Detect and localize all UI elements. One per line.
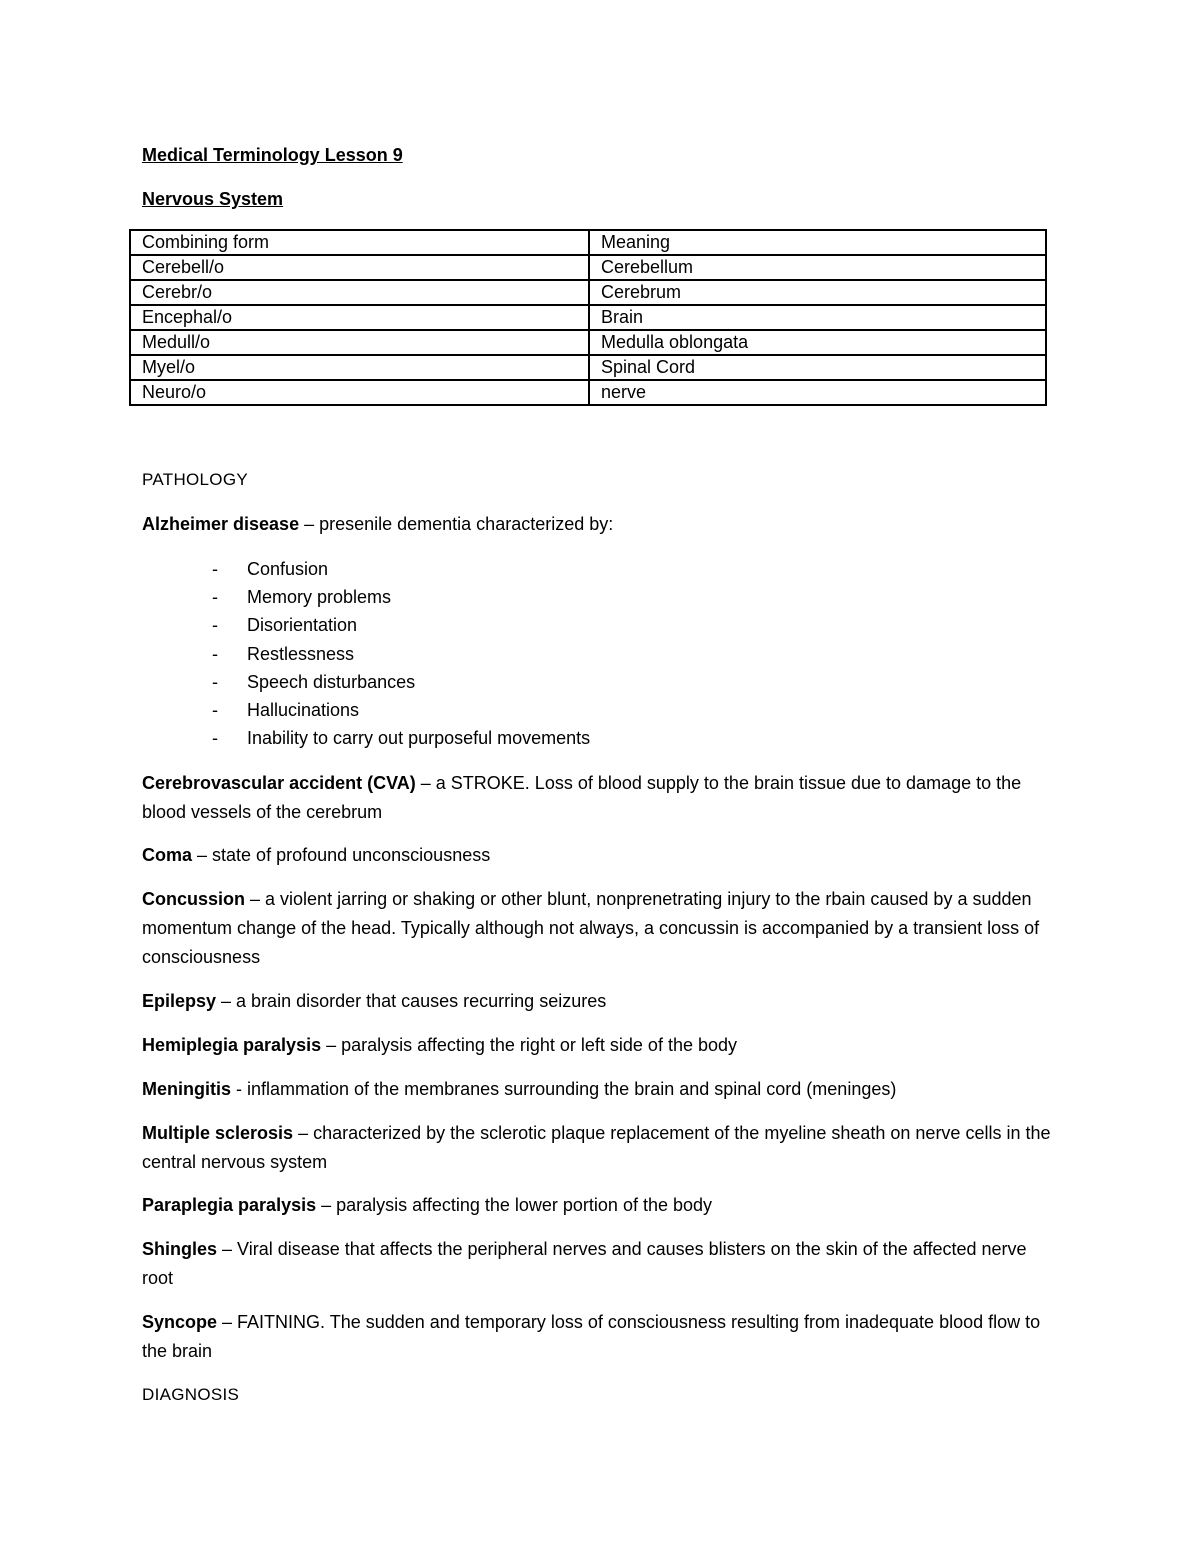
table-cell: Cerebrum bbox=[589, 280, 1046, 305]
entry-term: Epilepsy bbox=[142, 991, 217, 1011]
bullet-dash: - bbox=[212, 559, 218, 579]
table-row bbox=[130, 255, 1046, 280]
entry-definition: – Viral disease that affects the peripheral nerves and causes blisters on the skin of the affected nerve root bbox=[142, 1239, 1027, 1288]
symptom-list bbox=[210, 555, 590, 752]
diagnosis-heading: DIAGNOSIS bbox=[142, 1385, 240, 1404]
entry-term: Syncope bbox=[142, 1312, 218, 1332]
list-item: - Inability to carry out purposeful movements bbox=[210, 724, 590, 752]
table-header-row bbox=[130, 230, 1046, 255]
list-item: - Confusion bbox=[210, 555, 590, 583]
entry-term: Coma bbox=[142, 845, 193, 865]
table-row bbox=[130, 305, 1046, 330]
entry-term: Hemiplegia paralysis bbox=[142, 1035, 322, 1055]
entry-term: Paraplegia paralysis bbox=[142, 1195, 317, 1215]
table-header-cell: Meaning bbox=[589, 230, 1046, 255]
entry-definition: – a STROKE. Loss of blood supply to the brain tissue due to damage to the blood vessels of the cerebrum bbox=[142, 773, 1022, 822]
meningitis-entry bbox=[142, 1075, 1052, 1104]
entry-term: Multiple sclerosis bbox=[142, 1123, 294, 1143]
bullet-dash: - bbox=[212, 728, 218, 749]
list-item: - Disorientation bbox=[210, 611, 590, 639]
list-item: - Speech disturbances bbox=[210, 668, 590, 696]
table-row bbox=[130, 280, 1046, 305]
table-cell: Encephal/o bbox=[130, 305, 589, 330]
hemiplegia-entry bbox=[142, 1031, 1052, 1060]
table-row bbox=[130, 330, 1046, 355]
bullet-dash: - bbox=[212, 643, 218, 664]
entry-term: Meningitis bbox=[142, 1079, 231, 1099]
entry-term: Cerebrovascular accident (CVA) bbox=[142, 773, 416, 793]
pathology-heading: PATHOLOGY bbox=[142, 470, 248, 489]
entry-definition: – paralysis affecting the lower portion of the body bbox=[316, 1195, 713, 1215]
paraplegia-entry bbox=[142, 1191, 1052, 1220]
table-cell: Medulla oblongata bbox=[589, 330, 1046, 355]
syncope-entry bbox=[142, 1308, 1052, 1366]
document-subtitle: Nervous System bbox=[142, 189, 284, 209]
table-cell: Cerebr/o bbox=[130, 280, 589, 305]
alzheimer-entry bbox=[142, 510, 1052, 539]
bullet-dash: - bbox=[212, 615, 218, 636]
entry-term: Concussion bbox=[142, 889, 246, 909]
bullet-dash: - bbox=[212, 699, 218, 720]
entry-definition: – presenile dementia characterized by: bbox=[299, 514, 614, 534]
entry-definition: – a brain disorder that causes recurring seizures bbox=[216, 991, 607, 1011]
table-row bbox=[130, 380, 1046, 405]
table-row bbox=[130, 355, 1046, 380]
table-cell: nerve bbox=[589, 380, 1046, 405]
table-cell: Spinal Cord bbox=[589, 355, 1046, 380]
table-cell: Cerebell/o bbox=[130, 255, 589, 280]
epilepsy-entry bbox=[142, 987, 1052, 1016]
entry-definition: – characterized by the sclerotic plaque replacement of the myeline sheath on nerve cells in the central nervous system bbox=[142, 1123, 1051, 1172]
bullet-dash: - bbox=[212, 671, 218, 692]
table-cell: Medull/o bbox=[130, 330, 589, 355]
concussion-entry bbox=[142, 885, 1052, 972]
entry-term: Shingles bbox=[142, 1239, 218, 1259]
list-item: - Restlessness bbox=[210, 640, 590, 668]
table-cell: Brain bbox=[589, 305, 1046, 330]
table-cell: Cerebellum bbox=[589, 255, 1046, 280]
table-header-cell: Combining form bbox=[130, 230, 589, 255]
entry-term: Alzheimer disease bbox=[142, 514, 300, 534]
shingles-entry bbox=[142, 1235, 1052, 1293]
entry-definition: – state of profound unconsciousness bbox=[192, 845, 491, 865]
document-title: Medical Terminology Lesson 9 bbox=[142, 145, 403, 165]
cva-entry bbox=[142, 769, 1052, 827]
entry-definition: – paralysis affecting the right or left side of the body bbox=[321, 1035, 738, 1055]
list-item: - Hallucinations bbox=[210, 696, 590, 724]
list-item: - Memory problems bbox=[210, 583, 590, 611]
table-cell: Myel/o bbox=[130, 355, 589, 380]
entry-definition: – FAITNING. The sudden and temporary loss of consciousness resulting from inadequate blood flow to the brain bbox=[142, 1312, 1041, 1361]
combining-forms-table bbox=[129, 229, 1047, 406]
entry-definition: – a violent jarring or shaking or other blunt, nonprenetrating injury to the rbain caused by a sudden momentum change of the head. Typically although not always, a concussin is accompanied by a transient loss of consciousness bbox=[142, 889, 1040, 967]
coma-entry bbox=[142, 841, 1052, 870]
table-cell: Neuro/o bbox=[130, 380, 589, 405]
bullet-dash: - bbox=[212, 587, 218, 608]
entry-definition: - inflammation of the membranes surrounding the brain and spinal cord (meninges) bbox=[231, 1079, 897, 1099]
multiple-sclerosis-entry bbox=[142, 1119, 1052, 1177]
